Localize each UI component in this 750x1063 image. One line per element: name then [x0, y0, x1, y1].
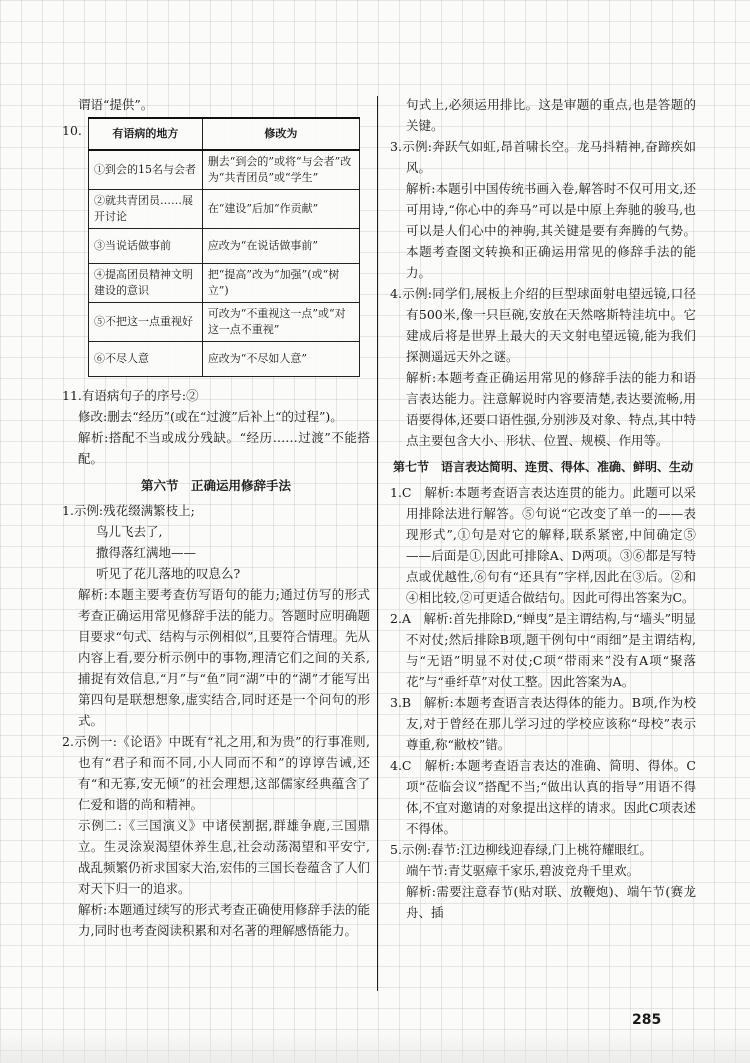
q3-analysis: 解析:本题引中国传统书画入卷,解答时不仅可用文,还可用诗,“你心中的奔马”可以是中原上奔驰的骏马,也可以是人们心中的神驹,其关键是要有奔腾的气势。本题考查图文转换和正确运用常见的修辞手法的能力。 — [406, 181, 696, 280]
table-cell: ②就共青团员……展开讨论 — [89, 190, 203, 229]
table-cell: ③当说话做事前 — [89, 229, 203, 264]
section-6-title: 第六节 正确运用修辞手法 — [140, 478, 291, 493]
table-cell: 把“提高”改为“加强”(或“树立”) — [202, 264, 359, 303]
question-number: 10. — [62, 123, 82, 138]
s6-q1-analysis: 解析:本题主要考查仿写语句的能力;通过仿写的形式考查正确运用常见修辞手法的能力。答题时应明确题目要求“句式、结构与示例相似”,且要符合情理。先从内容上看,要分析示例中的事物,理清它们之间的关系,捕捉有效信息,“月”与“鱼”同“湖”中的“湖”才能写出第四句是联想想象,虚实结合,同时还是一个问句的形式。 — [78, 587, 370, 728]
s6-q1-line: 撒得落红满地—— — [96, 545, 197, 560]
q3-answer: 3.示例:奔跃气如虹,昂首啸长空。龙马抖精神,奋蹄疾如风。 — [390, 139, 696, 175]
table-row — [89, 190, 360, 229]
page-bottom-shade — [0, 1030, 750, 1063]
table-row — [89, 303, 360, 342]
s7-q5-analysis: 解析:需要注意春节(贴对联、放鞭炮)、端午节(赛龙舟、插 — [406, 884, 696, 920]
table-cell: ④提高团员精神文明建设的意识 — [89, 264, 203, 303]
table-cell: 在“建设”后加“作贡献” — [202, 190, 359, 229]
s6-q2-example-2: 示例二:《三国演义》中诸侯割据,群雄争鹿,三国鼎立。生灵涂炭渴望休养生息,社会动荡渴望和平安宁,战乱频繁仍祈求国家大治,宏伟的三国长卷蕴含了人们对天下归一的追求。 — [78, 818, 370, 896]
question-10 — [62, 117, 370, 377]
q4-analysis: 解析:本题考查正确运用常见的修辞手法的能力和语言表达能力。注意解说时内容要清楚,表达要流畅,用语要得体,还要口语性强,分别涉及对象、特点,其中特点主要包含大小、形状、位置、规模、作用等。 — [406, 370, 696, 448]
table-cell: 应改为“不尽如人意” — [202, 342, 359, 377]
table-cell: ⑥不尽人意 — [89, 342, 203, 377]
s7-q4: 4.C 解析:本题考查语言表达的准确、简明、得体。C项“莅临会议”搭配不当;“做出认真的指导”用语不得体,不宜对邀请的对象提出这样的请求。因此C项表述不得体。 — [390, 758, 696, 836]
left-column — [62, 94, 370, 941]
section-7-title: 第七节 语言表达简明、连贯、得体、准确、鲜明、生动 — [392, 460, 693, 474]
continued-text: 句式上,必须运用排比。这是审题的重点,也是答题的关键。 — [406, 97, 696, 133]
question-11-answer: 11.有语病句子的序号:② — [62, 388, 199, 403]
s6-q1-line: 鸟儿飞去了, — [96, 524, 163, 539]
s7-q2: 2.A 解析:首先排除D,“蝉曳”是主谓结构,与“墙头”明显不对仗;然后排除B项,题干例句中“雨细”是主谓结构,与“无语”明显不对仗;C项“带雨来”没有A项“聚落花”与“垂纤草”对仗工整。因此答案为A。 — [390, 611, 696, 689]
table-row — [89, 150, 360, 190]
s6-q2-example-1: 2.示例一:《论语》中既有“礼之用,和为贵”的行事准则,也有“君子和而不同,小人同而不和”的谆谆告诫,还有“和无寡,安无倾”的社会理想,这部儒家经典蕴含了仁爱和谐的尚和精神。 — [62, 734, 370, 812]
column-divider — [377, 96, 378, 991]
continued-text: 谓语“提供”。 — [78, 97, 154, 112]
q4-answer: 4.示例:同学们,展板上介绍的巨型球面射电望远镜,口径有500米,像一只巨碗,安放在天然喀斯特洼坑中。它建成后将是世界上最大的天文射电望远镜,能为我们探测遥远天外之谜。 — [390, 286, 696, 364]
table-cell: ①到会的15名与会者 — [89, 150, 203, 190]
table-cell: ⑤不把这一点重视好 — [89, 303, 203, 342]
question-11-analysis: 解析:搭配不当或成分残缺。“经历……过渡”不能搭配。 — [78, 430, 370, 466]
right-column — [390, 94, 696, 923]
table-row — [89, 264, 360, 303]
s6-q2-analysis: 解析:本题通过续写的形式考查正确使用修辞手法的能力,同时也考查阅读积累和对名著的理解感悟能力。 — [78, 902, 370, 938]
s6-q1-line: 1.示例:残花缀满繁枝上; — [62, 503, 195, 518]
table-header: 有语病的地方 — [89, 118, 203, 150]
table-row — [89, 229, 360, 264]
table-row — [89, 342, 360, 377]
s7-q5-spring: 5.示例:春节:江边柳线迎春绿,门上桃符耀眼红。 — [390, 842, 652, 857]
s7-q5-dragon-boat: 端午节:青艾驱瘴千家乐,碧波竞舟千里欢。 — [406, 863, 640, 878]
correction-table — [88, 117, 360, 377]
table-cell: 应改为“在说话做事前” — [202, 229, 359, 264]
table-cell: 删去“到会的”或将“与会者”改为“共青团员”或“学生” — [202, 150, 359, 190]
table-header-row — [89, 118, 360, 150]
page-number: 285 — [632, 1012, 662, 1028]
s7-q1: 1.C 解析:本题考查语言表达连贯的能力。此题可以采用排除法进行解答。⑤句说“它改变了单一的——表现形式”,①句是对它的解释,联系紧密,中间确定⑤——后面是①,因此可排除A、D两项。③⑥都是写特点或优越性,⑥句有“还具有”字样,因此在③后。②和④相比较,②可更适合做结句。因此可得出答案为C。 — [390, 485, 696, 605]
question-11-revision: 修改:删去“经历”(或在“过渡”后补上“的过程”)。 — [78, 409, 343, 424]
s7-q3: 3.B 解析:本题考查语言表达得体的能力。B项,作为校友,对于曾经在那儿学习过的学校应该称“母校”表示尊重,称“敝校”错。 — [390, 695, 696, 752]
table-cell: 可改为“不重视这一点”或“对这一点不重视” — [202, 303, 359, 342]
table-header: 修改为 — [202, 118, 359, 150]
s6-q1-line: 听见了花儿落地的叹息么? — [96, 566, 241, 581]
